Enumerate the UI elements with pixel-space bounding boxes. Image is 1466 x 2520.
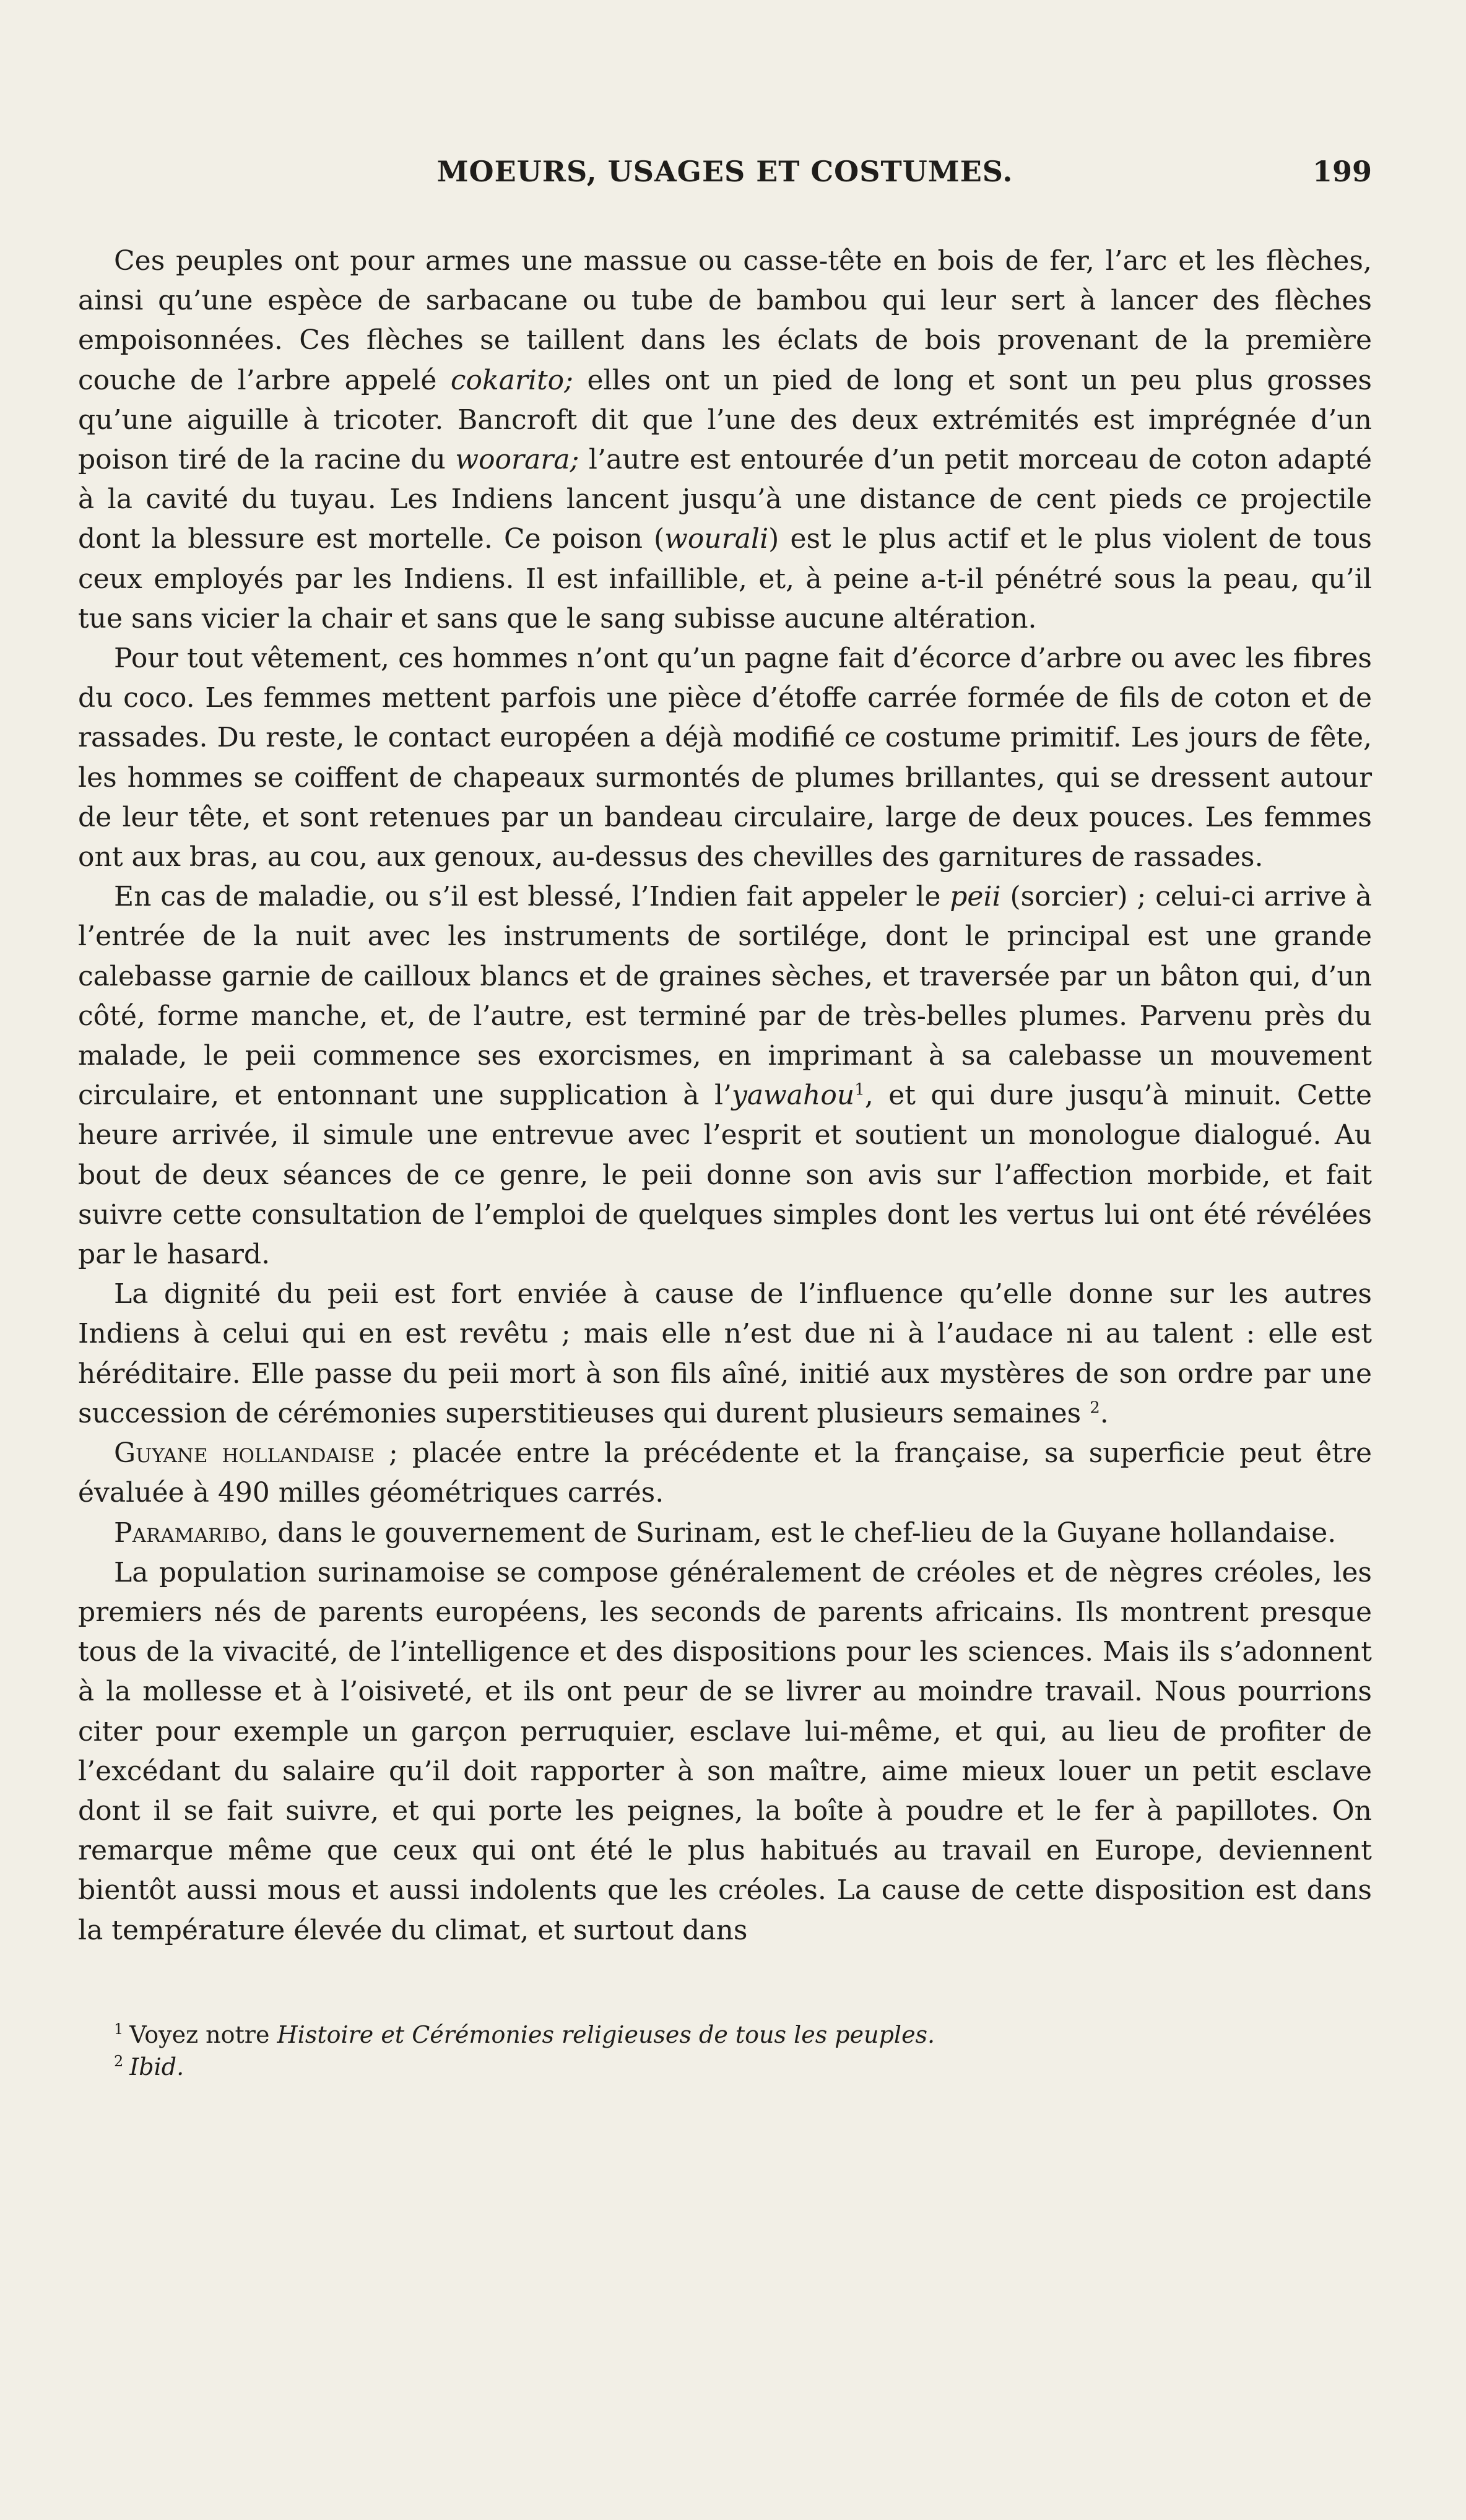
page-number: 199 xyxy=(1312,155,1372,188)
italic-term: cokarito; xyxy=(450,364,573,396)
paragraph xyxy=(78,1275,1372,1434)
paragraph xyxy=(78,241,1372,639)
text-run: Ces peuples ont pour armes une massue ou casse-tête en bois de fer, l’arc et les flèches, ainsi qu’une espèce de sarbacane ou tube de bambou qui leur sert à lancer des flèches empoisonnées. Ces flèches se taillent dans les éclats de bois provenant de la première couche de l’arbre appelé xyxy=(78,245,1372,396)
text-run: En cas de maladie, ou s’il est blessé, l’Indien fait appeler le xyxy=(114,881,950,913)
text-run: (sorcier) ; celui-ci arrive à l’entrée de la nuit avec les instruments de sortilége, dont le principal est une grande calebasse garnie de cailloux blancs et de graines sèches, et traversée par un bâton qui, d’un côté, forme manche, et, de l’autre, est terminé par de très-belles plumes. Parvenu près du malade, le peii commence ses exorcismes, en imprimant à sa calebasse un mouvement circulaire, et entonnant une supplication à l’ xyxy=(78,881,1372,1112)
text-run: ) est le plus actif et le plus violent de tous ceux employés par les Indiens. Il est infaillible, et, à peine a-t-il pénétré sous la peau, qu’il tue sans vicier la chair et sans que le sang subisse aucune altération. xyxy=(78,523,1372,634)
text-run: , et qui dure jusqu’à minuit. Cette heure arrivée, il simule une entrevue avec l’esprit et soutient un monologue dialogué. Au bout de deux séances de ce genre, le peii donne son avis sur l’affection morbide, et fait suivre cette consultation de l’emploi de quelques simples dont les vertus lui ont été révélées par le hasard. xyxy=(78,1080,1372,1271)
footnote-mark: 2 xyxy=(114,2053,124,2071)
text-run: La dignité du peii est fort enviée à cause de l’influence qu’elle donne sur les autres Indiens à celui qui en est revêtu ; mais elle n’est due ni à l’audace ni au talent : elle est héréditaire. Elle passe du peii mort à son fils aîné, initié aux mystères de son ordre par une succession de cérémonies superstitieuses qui durent plusieurs semaines xyxy=(78,1278,1372,1429)
italic-term: peii xyxy=(950,881,1001,913)
footnote-italic-title: Ibid. xyxy=(129,2053,184,2081)
small-caps-heading: Guyane hollandaise xyxy=(114,1437,375,1470)
text-run: La population surinamoise se compose généralement de créoles et de nègres créoles, les premiers nés de parents européens, les seconds de parents africains. Ils montrent presque tous de la vivacité, de l’intelligence et des dispositions pour les sciences. Mais ils s’adonnent à la mollesse et à l’oisiveté, et ils ont peur de se livrer au moindre travail. Nous pourrions citer pour exemple un garçon perruquier, esclave lui-même, et qui, au lieu de profiter de l’excédant du salaire qu’il doit rapporter à son maître, aime mieux louer un petit esclave dont il se fait suivre, et qui porte les peignes, la boîte à poudre et le fer à papillotes. On remarque même que ceux qui ont été le plus habitués au travail en Europe, deviennent bientôt aussi mous et aussi indolents que les créoles. La cause de cette disposition est dans la température élevée du climat, et surtout dans xyxy=(78,1556,1372,1946)
small-caps-heading: Paramaribo xyxy=(114,1517,261,1549)
footnotes xyxy=(78,2019,1372,2083)
footnote-text: Voyez notre xyxy=(129,2020,277,2048)
running-head xyxy=(78,155,1372,198)
italic-term: woorara; xyxy=(455,444,579,476)
text-run: . xyxy=(1100,1397,1109,1429)
italic-term: wourali xyxy=(664,523,769,555)
footnote-reference: 1 xyxy=(854,1080,865,1099)
text-run: elles ont un pied de long et sont un peu plus grosses qu’une aiguille à tricoter. Bancroft dit que l’une des deux extrémités est imprégnée d’un poison tiré de la racine du xyxy=(78,364,1372,476)
footnote-reference: 2 xyxy=(1090,1398,1100,1418)
footnote-italic-title: Histoire et Cérémonies religieuses de tous les peuples. xyxy=(277,2020,935,2048)
text-run: ; placée entre la précédente et la française, sa superficie peut être évaluée à 490 milles géométriques carrés. xyxy=(78,1437,1372,1509)
paragraph xyxy=(78,639,1372,877)
italic-term: yawahou xyxy=(732,1080,855,1112)
text-run: , dans le gouvernement de Surinam, est le chef-lieu de la Guyane hollandaise. xyxy=(260,1517,1337,1549)
text-run: l’autre est entourée d’un petit morceau de coton adapté à la cavité du tuyau. Les Indiens lancent jusqu’à une distance de cent pieds ce projectile dont la blessure est mortelle. Ce poison ( xyxy=(78,444,1372,555)
text-run: Pour tout vêtement, ces hommes n’ont qu’un pagne fait d’écorce d’arbre ou avec les fibres du coco. Les femmes mettent parfois une pièce d’étoffe carrée formée de fils de coton et de rassades. Du reste, le contact européen a déjà modifié ce costume primitif. Les jours de fête, les hommes se coiffent de chapeaux surmontés de plumes brillantes, qui se dressent autour de leur tête, et sont retenues par un bandeau circulaire, large de deux pouces. Les femmes ont aux bras, au cou, aux genoux, au-dessus des chevilles des garnitures de rassades. xyxy=(78,643,1372,873)
paragraph xyxy=(78,1434,1372,1513)
footnote xyxy=(114,2051,1372,2083)
footnote xyxy=(114,2019,1372,2051)
paragraph xyxy=(78,877,1372,1275)
body-text xyxy=(78,241,1372,1951)
footnote-mark: 1 xyxy=(114,2020,124,2038)
paragraph xyxy=(78,1553,1372,1951)
paragraph xyxy=(78,1513,1372,1553)
running-title: MOEURS, USAGES ET COSTUMES. xyxy=(436,155,1013,188)
